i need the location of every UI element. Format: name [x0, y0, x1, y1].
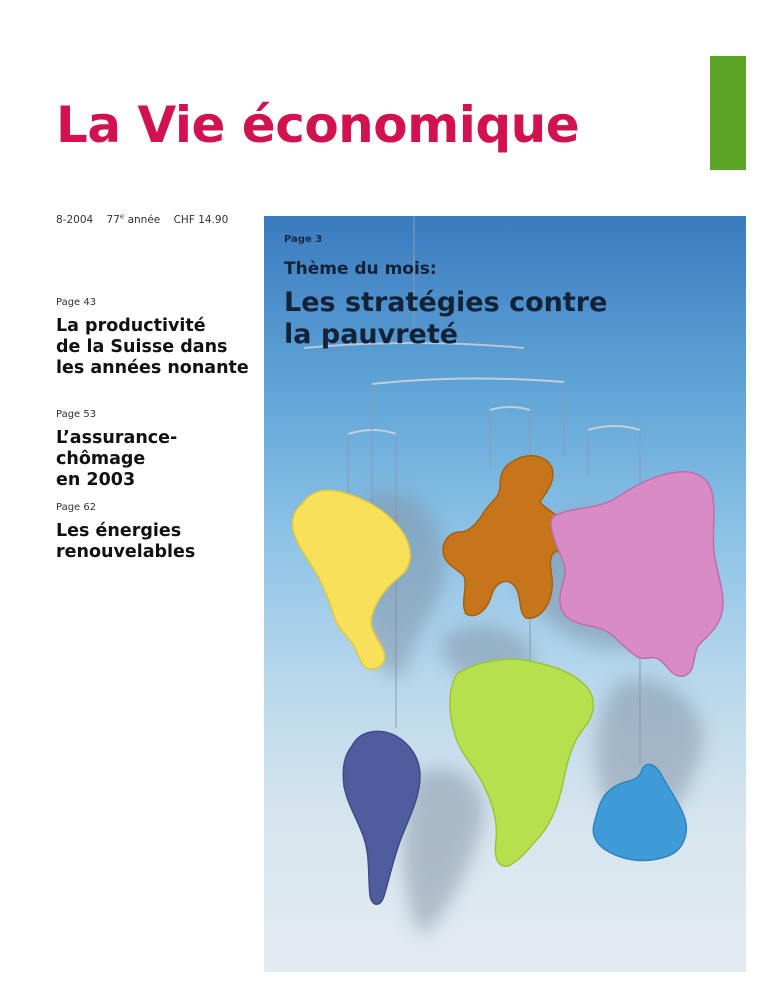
- teaser-page: Page 62: [56, 502, 97, 513]
- teaser-title: Les énergies renouvelables: [56, 521, 196, 562]
- issue-price: CHF 14.90: [173, 213, 229, 226]
- cover-story-theme: Thème du mois:: [284, 259, 437, 279]
- accent-bar: [710, 56, 746, 170]
- teaser-page: Page 43: [56, 297, 97, 308]
- teaser-unemployment-insurance[interactable]: [56, 409, 256, 491]
- issue-info: [56, 212, 238, 226]
- issue-number: 8-2004: [56, 213, 94, 226]
- cover-image: [264, 216, 746, 972]
- cover-story[interactable]: [284, 234, 607, 351]
- cover-story-page: Page 3: [284, 234, 323, 245]
- teaser-productivity[interactable]: [56, 297, 256, 379]
- teaser-title: L’assurance-chômage en 2003: [56, 428, 178, 490]
- teaser-page: Page 53: [56, 409, 97, 420]
- teaser-title: La productivité de la Suisse dans les années nonante: [56, 316, 249, 378]
- magazine-title: La Vie économique: [56, 96, 580, 154]
- teaser-renewable-energy[interactable]: [56, 502, 256, 563]
- cover-story-headline: Les stratégies contre la pauvreté: [284, 287, 608, 350]
- issue-year: 77e année: [106, 212, 161, 226]
- continent-asia: [551, 472, 723, 677]
